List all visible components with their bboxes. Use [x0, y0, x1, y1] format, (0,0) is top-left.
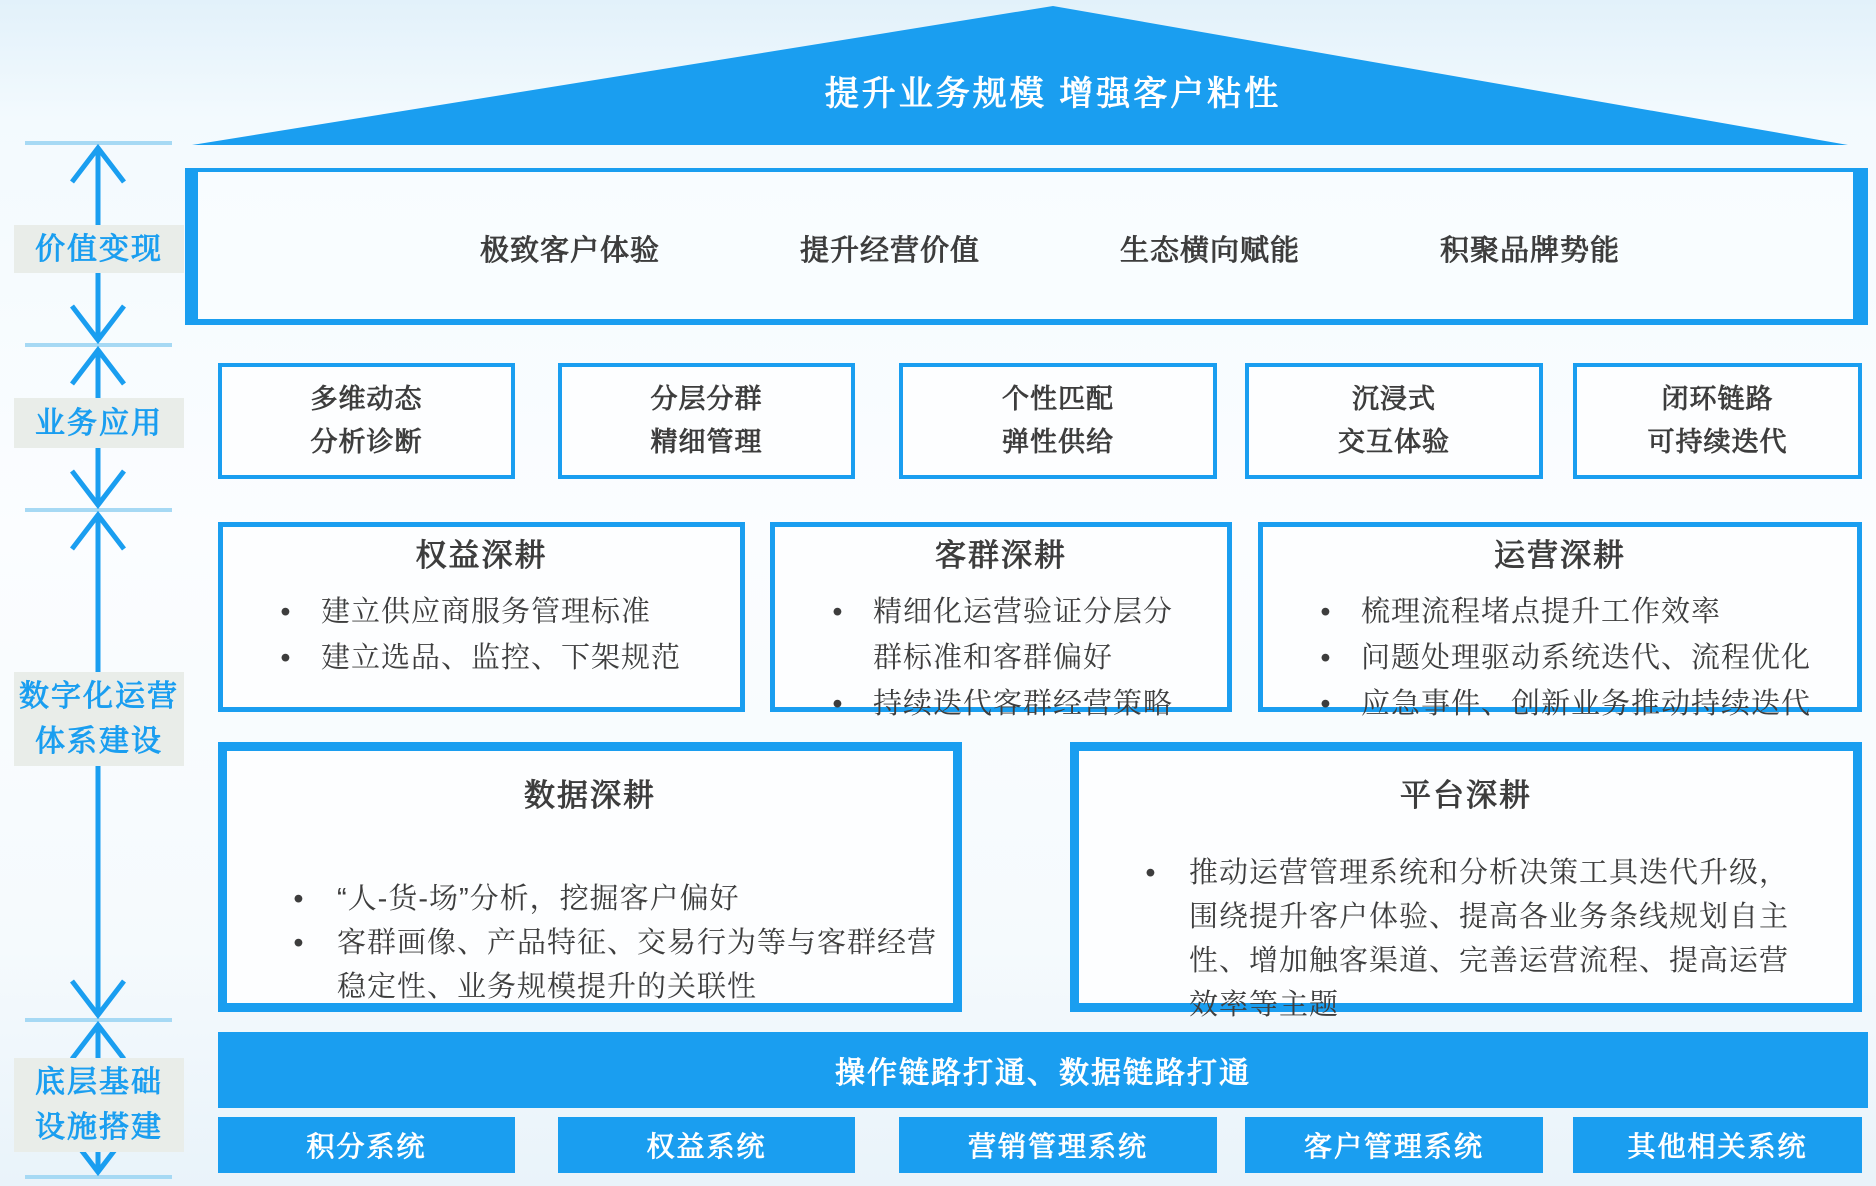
sidebar-label-line: 价值变现 [35, 232, 163, 266]
value-item-brand-momentum: 积聚品牌势能 [1439, 235, 1621, 267]
bullet-text: 应急事件、创新业务推动持续迭代 [1361, 688, 1812, 720]
bullet-text: 梳理流程堵点提升工作效率 [1361, 596, 1722, 628]
system-box-other-related: 其他相关系统 [1573, 1117, 1862, 1173]
app-box-tiered-management [558, 363, 855, 479]
bullet-item [251, 589, 730, 635]
sidebar-label-business-application [14, 398, 184, 448]
deep-box-title: 运营深耕 [1494, 538, 1626, 573]
app-box-personalized-supply [899, 363, 1217, 479]
system-box-benefits: 权益系统 [558, 1117, 855, 1173]
bullet-text: “人-货-场”分析，挖掘客户偏好 [337, 883, 740, 915]
bullet-item [803, 681, 1217, 727]
bullet-item [803, 589, 1217, 681]
deep-box-title: 数据深耕 [524, 778, 656, 813]
system-box-marketing-mgmt: 营销管理系统 [899, 1117, 1217, 1173]
value-item-ecosystem-enabling: 生态横向赋能 [1119, 235, 1301, 267]
sidebar-label-infrastructure [14, 1058, 184, 1152]
platform-deep-dive-box [1070, 742, 1862, 1021]
app-box-line: 个性匹配 [1002, 384, 1114, 414]
bullet-text: 客群画像、产品特征、交易行为等与客群经营稳定性、业务规模提升的关联性 [337, 927, 938, 1003]
bullet-dot-icon: • [280, 642, 292, 674]
bullet-item [1113, 851, 1843, 1027]
bullet-dot-icon: • [832, 596, 844, 628]
bullet-dot-icon: • [1320, 642, 1332, 674]
bullet-dot-icon: • [1320, 596, 1332, 628]
bullet-item [261, 877, 943, 921]
deep-box-bullet-list [227, 877, 953, 1009]
foundation-link-bar: 操作链路打通、数据链路打通 [218, 1032, 1868, 1108]
app-box-closed-loop-iteration [1573, 363, 1862, 479]
deep-box-bullet-list [775, 589, 1227, 727]
deep-box-title: 客群深耕 [935, 538, 1067, 573]
value-item-customer-experience: 极致客户体验 [479, 235, 661, 267]
data-deep-dive-box [218, 742, 962, 1012]
bullet-text: 建立供应商服务管理标准 [321, 596, 652, 628]
deep-box-bullet-list [1079, 851, 1853, 1027]
customer-group-deep-dive-box [770, 522, 1232, 720]
bullet-text: 精细化运营验证分层分群标准和客群偏好 [873, 596, 1174, 674]
sidebar-label-line: 底层基础 [35, 1066, 163, 1099]
bullet-dot-icon: • [293, 927, 305, 959]
sidebar-label-line: 业务应用 [35, 406, 163, 440]
bullet-dot-icon: • [280, 596, 292, 628]
app-box-line: 分析诊断 [310, 427, 423, 457]
app-box-dynamic-analysis [218, 363, 515, 479]
bullet-item [251, 635, 730, 681]
deep-box-bullet-list [1263, 589, 1857, 727]
bullet-dot-icon: • [832, 688, 844, 720]
deep-box-title: 平台深耕 [1400, 778, 1532, 813]
bullet-item [1291, 635, 1847, 681]
bullet-text: 持续迭代客群经营策略 [873, 688, 1174, 720]
bullet-item [1291, 589, 1847, 635]
app-box-line: 闭环链路 [1661, 384, 1774, 414]
sidebar-label-digital-operation-system [14, 672, 184, 766]
bullet-dot-icon: • [1145, 857, 1157, 889]
operations-deep-dive-box [1258, 522, 1862, 720]
bullet-dot-icon: • [293, 883, 305, 915]
app-box-line: 多维动态 [310, 384, 423, 414]
bullet-item [1291, 681, 1847, 727]
bullet-text: 推动运营管理系统和分析决策工具迭代升级，围绕提升客户体验、提高各业务条线规划自主性、增加触客渠道、完善运营流程、提高运营效率等主题 [1189, 857, 1790, 1021]
sidebar-label-line: 数字化运营 [19, 680, 179, 713]
sidebar-label-line: 设施搭建 [35, 1111, 163, 1144]
roof-title: 提升业务规模 增强客户粘性 [824, 75, 1282, 113]
app-box-line: 弹性供给 [1002, 427, 1114, 457]
app-box-line: 沉浸式 [1352, 384, 1436, 414]
benefits-deep-dive-box [218, 522, 745, 712]
deep-box-title: 权益深耕 [415, 538, 548, 573]
bullet-item [261, 921, 943, 1009]
deep-box-bullet-list [223, 589, 740, 681]
bullet-text: 问题处理驱动系统迭代、流程优化 [1361, 642, 1812, 674]
bullet-text: 建立选品、监控、下架规范 [321, 642, 682, 674]
app-box-line: 分层分群 [650, 384, 763, 414]
app-box-immersive-interaction [1245, 363, 1543, 479]
value-item-operating-value: 提升经营价值 [799, 235, 981, 267]
sidebar-arrow-track [0, 0, 200, 1186]
app-box-line: 可持续迭代 [1647, 427, 1788, 457]
app-box-line: 精细管理 [650, 427, 763, 457]
app-box-line: 交互体验 [1338, 427, 1450, 457]
sidebar-label-line: 体系建设 [35, 725, 163, 758]
system-box-points: 积分系统 [218, 1117, 515, 1173]
bullet-dot-icon: • [1320, 688, 1332, 720]
system-box-customer-mgmt: 客户管理系统 [1245, 1117, 1543, 1173]
sidebar-label-value-realization [14, 225, 184, 273]
